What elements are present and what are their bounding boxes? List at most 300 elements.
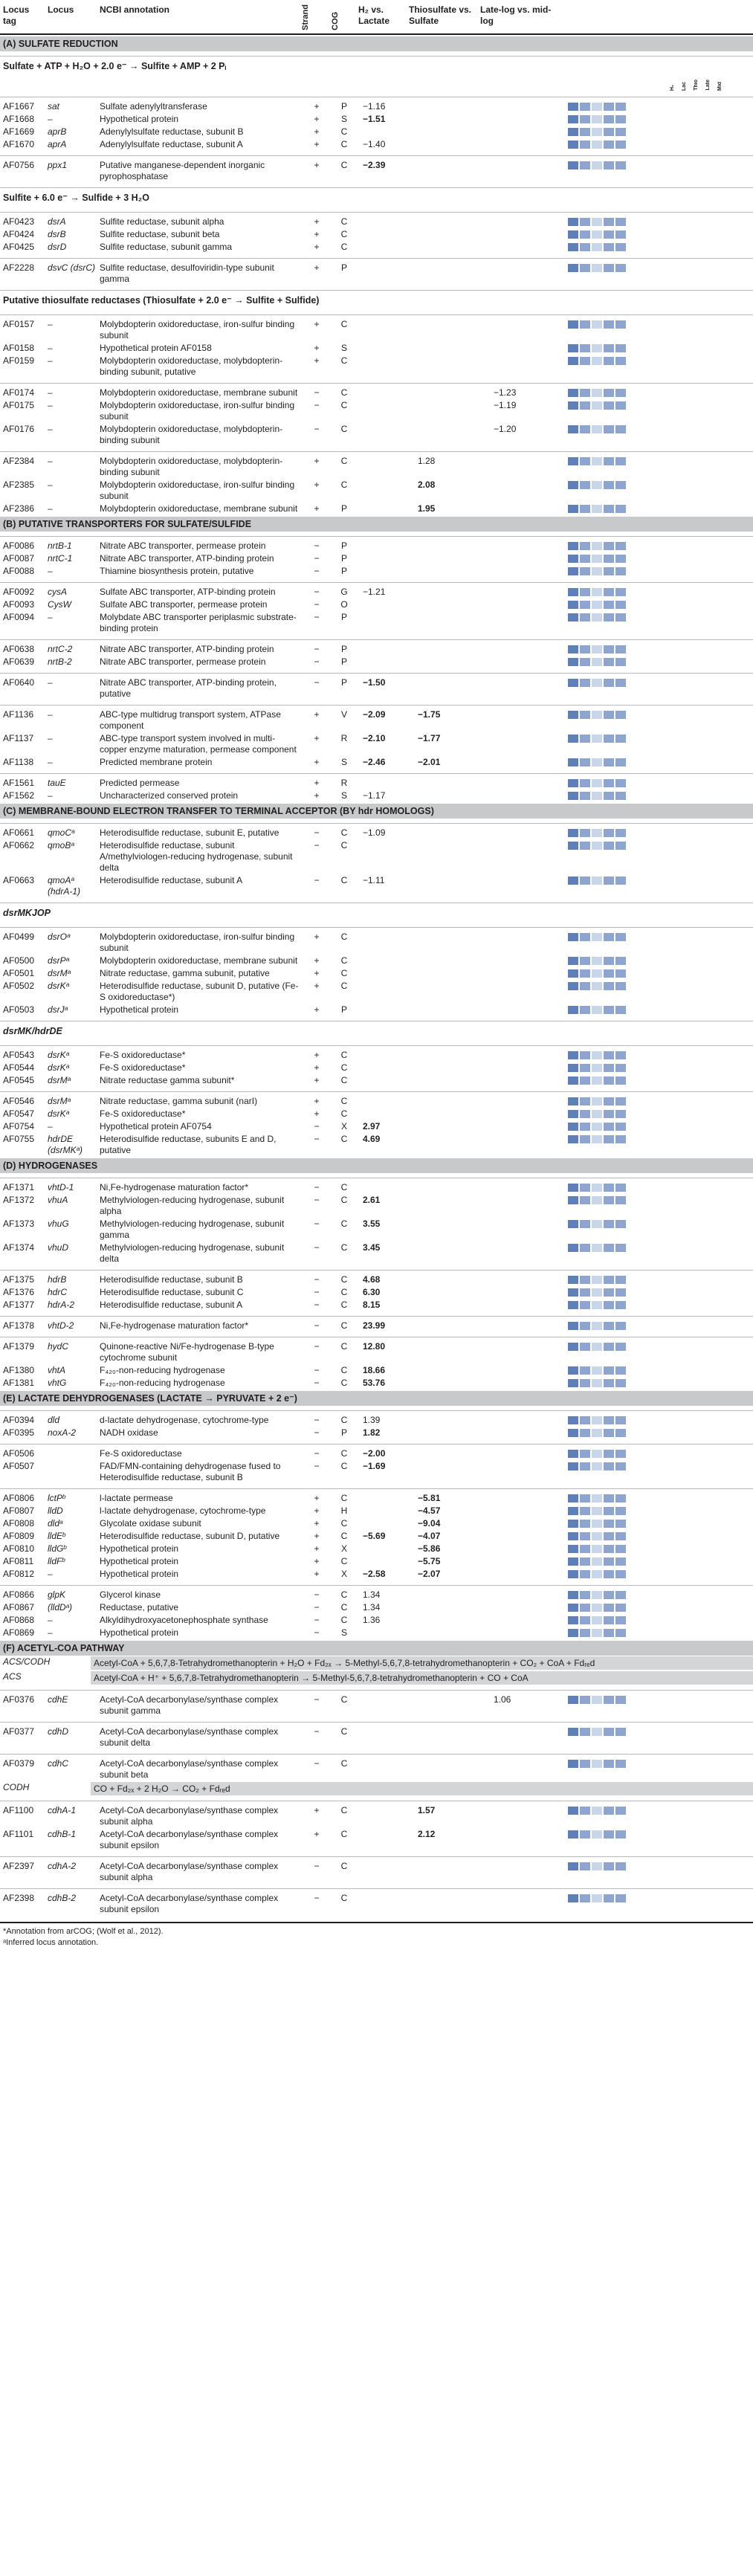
strand-cell: + <box>314 1108 320 1119</box>
heatmap-swatch <box>592 1343 602 1351</box>
annotation-cell: Hypothetical protein <box>100 1004 179 1015</box>
locus-tag-cell: AF0174 <box>3 387 35 398</box>
late-vs-mid-cell <box>486 656 565 668</box>
heatmap-swatch <box>604 1276 614 1284</box>
locus-cell: – <box>48 455 53 466</box>
strand-cell: − <box>314 874 320 885</box>
thio-vs-sulfate-cell <box>410 968 486 979</box>
heatmap-swatch <box>592 588 602 596</box>
heatmap-swatch <box>592 1728 602 1736</box>
heatmap-swatch <box>568 1429 578 1437</box>
heatmap-swatches <box>568 216 753 226</box>
late-vs-mid-cell <box>486 1805 565 1827</box>
heatmap-swatch <box>615 1450 626 1458</box>
strand-cell: − <box>314 1133 320 1144</box>
heatmap-swatches <box>568 229 753 239</box>
late-vs-mid-cell <box>486 1758 565 1781</box>
heatmap-swatch <box>615 1507 626 1515</box>
heatmap-swatch <box>568 344 578 352</box>
strand-cell: + <box>314 1492 320 1503</box>
table-row <box>0 656 753 668</box>
table-row <box>0 565 753 578</box>
annotation-cell: Sulfite reductase, subunit beta <box>100 228 220 239</box>
h2-vs-lactate-cell: 53.76 <box>363 1377 386 1388</box>
table-row <box>0 1218 753 1242</box>
thio-vs-sulfate-cell <box>410 1096 486 1107</box>
heatmap-swatches <box>568 677 753 687</box>
thio-vs-sulfate-cell <box>410 1062 486 1074</box>
heatmap-swatch <box>580 1110 590 1118</box>
cog-cell: C <box>340 1108 348 1119</box>
late-vs-mid-cell <box>486 955 565 966</box>
heatmap-swatch <box>568 877 578 885</box>
cog-cell: C <box>340 1589 348 1600</box>
annotation-cell: Heterodisulfide reductase, subunit E, putative <box>100 827 279 838</box>
reaction-subhead-text: Putative thiosulfate reductases (Thiosulfate + 2.0 e⁻ → Sulfite + Sulfide) <box>3 294 320 306</box>
heatmap-swatch <box>580 1379 590 1387</box>
thio-vs-sulfate-cell <box>410 1861 486 1883</box>
cog-cell: S <box>340 756 347 767</box>
strand-cell: + <box>314 1543 320 1554</box>
heatmap-cell <box>565 875 753 897</box>
locus-cell: – <box>48 708 53 720</box>
strand-cell: − <box>314 1460 320 1471</box>
annotation-cell: Molybdate ABC transporter periplasmic substrate-binding protein <box>100 611 297 633</box>
locus-tag-cell: AF0811 <box>3 1555 34 1566</box>
thio-vs-sulfate-cell <box>410 1378 486 1389</box>
header-heatmap <box>552 4 753 30</box>
locus-tag-cell: AF0808 <box>3 1517 35 1529</box>
table-row <box>0 790 753 802</box>
strand-cell: − <box>314 1218 320 1229</box>
heatmap-swatch <box>580 679 590 687</box>
cog-cell: C <box>340 1377 348 1388</box>
heatmap-swatches <box>568 1531 753 1540</box>
strand-cell: + <box>314 126 320 137</box>
cog-cell: C <box>340 318 348 329</box>
heatmap-swatch <box>604 1830 614 1839</box>
heatmap-swatch <box>580 1604 590 1612</box>
locus-cell: vhtD-2 <box>48 1320 74 1331</box>
thio-vs-sulfate-cell <box>410 1134 486 1156</box>
locus-tag-cell: AF2385 <box>3 479 35 490</box>
table-row <box>0 931 753 955</box>
heatmap-swatch <box>568 1696 578 1704</box>
table-row <box>0 1804 753 1828</box>
late-vs-mid-cell <box>486 757 565 768</box>
gene-group <box>0 1316 753 1332</box>
locus-tag-cell: AF2228 <box>3 262 35 273</box>
heatmap-swatch <box>568 457 578 465</box>
locus-tag-cell: AF0424 <box>3 228 35 239</box>
locus-cell: hdrC <box>48 1286 68 1297</box>
h2-vs-lactate-cell: −1.40 <box>363 138 386 149</box>
reaction-equation: Acetyl-CoA + H⁺ + 5,6,7,8-Tetrahydromethanopterin → 5-Methyl-5,6,7,8-tetrahydromethanopterin + CO + CoA <box>91 1671 753 1685</box>
thio-vs-sulfate-cell <box>410 1893 486 1915</box>
table-row <box>0 1460 753 1484</box>
heatmap-swatches <box>568 1182 753 1192</box>
locus-tag-cell: AF0639 <box>3 656 35 667</box>
heatmap-cell <box>565 1300 753 1311</box>
heatmap-column-label: Thio <box>694 80 699 91</box>
table-row <box>0 756 753 769</box>
h2-vs-lactate-cell <box>355 778 410 789</box>
heatmap-swatch <box>568 1322 578 1330</box>
section-title: (C) MEMBRANE-BOUND ELECTRON TRANSFER TO TERMINAL ACCEPTOR (BY hdr HOMOLOGS) <box>0 804 753 819</box>
thio-vs-sulfate-cell: −5.86 <box>418 1543 441 1554</box>
heatmap-swatch <box>580 601 590 609</box>
locus-tag-cell: AF1100 <box>3 1804 34 1815</box>
heatmap-swatch <box>615 1494 626 1502</box>
heatmap-swatch <box>604 1379 614 1387</box>
heatmap-cell <box>565 126 753 138</box>
annotation-cell: Putative manganese-dependent inorganic pyrophosphatase <box>100 159 265 181</box>
cog-cell: C <box>340 931 348 942</box>
heatmap-column-label: Late <box>705 80 711 91</box>
heatmap-swatch <box>568 779 578 787</box>
heatmap-cell <box>565 733 753 755</box>
heatmap-swatch <box>568 1123 578 1131</box>
cog-cell: C <box>340 387 348 398</box>
thio-vs-sulfate-cell <box>410 1448 486 1459</box>
h2-vs-lactate-cell <box>355 343 410 354</box>
heatmap-swatch <box>568 555 578 563</box>
heatmap-cell <box>565 827 753 839</box>
heatmap-swatch <box>568 658 578 666</box>
gene-group <box>0 314 753 378</box>
heatmap-swatches <box>568 126 753 136</box>
cog-cell: C <box>340 1286 348 1297</box>
heatmap-swatch <box>568 1545 578 1553</box>
cog-cell: C <box>340 955 348 966</box>
thio-vs-sulfate-cell <box>410 1341 486 1363</box>
strand-cell: − <box>314 1194 320 1205</box>
late-vs-mid-cell <box>486 1134 565 1156</box>
heatmap-swatch <box>604 1807 614 1815</box>
table-row <box>0 777 753 790</box>
heatmap-swatch <box>580 357 590 365</box>
footnotes <box>0 1922 753 1952</box>
heatmap-swatches <box>568 1461 753 1471</box>
cog-cell: C <box>340 126 348 137</box>
heatmap-cell <box>565 1893 753 1915</box>
heatmap-swatch <box>580 567 590 575</box>
strand-cell: + <box>314 355 320 366</box>
heatmap-swatch <box>580 389 590 397</box>
cog-cell: C <box>340 1242 348 1253</box>
heatmap-swatch <box>604 115 614 123</box>
heatmap-swatch <box>615 779 626 787</box>
cog-cell: S <box>340 113 347 124</box>
heatmap-swatch <box>592 601 602 609</box>
heatmap-cell <box>565 139 753 150</box>
heatmap-swatch <box>604 128 614 136</box>
table-row <box>0 677 753 700</box>
header-late-vs-mid: Late-log vs. mid-log <box>480 4 552 26</box>
late-vs-mid-cell <box>486 733 565 755</box>
gene-group <box>0 1488 753 1581</box>
heatmap-swatch <box>604 1322 614 1330</box>
heatmap-swatch <box>568 1494 578 1502</box>
late-vs-mid-cell <box>486 1004 565 1016</box>
locus-tag-cell: AF0507 <box>3 1460 35 1471</box>
table-row <box>0 355 753 378</box>
table-row <box>0 874 753 898</box>
locus-cell: dsrKᵃ <box>48 980 69 991</box>
heatmap-swatch <box>580 1064 590 1072</box>
heatmap-swatch <box>568 758 578 766</box>
locus-cell: dsvC (dsrC) <box>48 262 96 273</box>
thio-vs-sulfate-cell <box>410 612 486 634</box>
cog-cell: C <box>340 839 348 850</box>
annotation-cell: Hypothetical protein <box>100 1555 179 1566</box>
locus-cell: aprA <box>48 138 67 149</box>
late-vs-mid-cell: 1.06 <box>494 1694 511 1705</box>
heatmap-swatch <box>604 542 614 550</box>
annotation-cell: Acetyl-CoA decarbonylase/synthase complex subunit beta <box>100 1757 279 1780</box>
heatmap-swatch <box>604 555 614 563</box>
heatmap-cell <box>565 343 753 354</box>
strand-cell: − <box>314 1286 320 1297</box>
annotation-cell: Molybdopterin oxidoreductase, molybdopterin-binding subunit <box>100 455 283 477</box>
locus-tag-cell: AF0094 <box>3 611 35 622</box>
heatmap-swatch <box>604 1184 614 1192</box>
strand-cell: + <box>314 1530 320 1541</box>
heatmap-swatch <box>604 1760 614 1768</box>
table-row <box>0 1517 753 1530</box>
annotation-cell: Heterodisulfide reductase, subunit B <box>100 1274 243 1285</box>
locus-tag-cell: AF0754 <box>3 1120 35 1132</box>
table-row <box>0 1004 753 1016</box>
gene-group <box>0 258 753 285</box>
heatmap-swatch <box>615 877 626 885</box>
heatmap-swatch <box>580 1494 590 1502</box>
h2-vs-lactate-cell: −1.51 <box>363 113 386 124</box>
heatmap-swatch <box>615 1276 626 1284</box>
heatmap-swatches <box>568 1893 753 1902</box>
table-row <box>0 1589 753 1601</box>
locus-cell: vhtG <box>48 1377 67 1388</box>
strand-cell: + <box>314 708 320 720</box>
table-row <box>0 1447 753 1460</box>
annotation-cell: Molybdopterin oxidoreductase, iron-sulfur binding subunit <box>100 931 295 953</box>
heatmap-cell <box>565 229 753 240</box>
reaction-equation: Acetyl-CoA + 5,6,7,8-Tetrahydromethanopterin + H₂O + Fd₂ₓ → 5-Methyl-5,6,7,8-tetrahydromethanopterin + CO₂ + CoA + Fdᵣₑd <box>91 1656 753 1670</box>
heatmap-swatch <box>592 481 602 489</box>
heatmap-swatch <box>592 1006 602 1014</box>
heatmap-swatch <box>615 1604 626 1612</box>
cog-cell: P <box>340 643 347 654</box>
heatmap-swatch <box>568 230 578 239</box>
heatmap-swatch <box>592 613 602 622</box>
table-row <box>0 399 753 423</box>
heatmap-swatch <box>615 128 626 136</box>
gene-group <box>0 1690 753 1717</box>
annotation-cell: Nitrate ABC transporter, ATP-binding protein <box>100 552 274 564</box>
thio-vs-sulfate-cell <box>410 1461 486 1483</box>
locus-tag-cell: AF0547 <box>3 1108 35 1119</box>
strand-cell: − <box>314 1589 320 1600</box>
heatmap-swatches <box>568 424 753 433</box>
heatmap-cell <box>565 1287 753 1298</box>
locus-tag-cell: AF0867 <box>3 1601 35 1613</box>
heatmap-swatches <box>568 1615 753 1624</box>
h2-vs-lactate-cell: 3.45 <box>363 1242 381 1253</box>
heatmap-swatch <box>592 1244 602 1252</box>
heatmap-swatch <box>615 1366 626 1375</box>
h2-vs-lactate-cell: −1.21 <box>363 586 386 597</box>
cog-cell: C <box>340 1517 348 1529</box>
heatmap-swatches <box>568 1341 753 1351</box>
thio-vs-sulfate-cell <box>410 262 486 285</box>
heatmap-swatch <box>568 1276 578 1284</box>
heatmap-swatch <box>568 481 578 489</box>
locus-tag-cell: AF0806 <box>3 1492 35 1503</box>
strand-cell: − <box>314 1427 320 1438</box>
h2-vs-lactate-cell <box>355 355 410 378</box>
heatmap-swatches <box>568 1378 753 1387</box>
strand-cell: − <box>314 1726 320 1737</box>
heatmap-swatches <box>568 1287 753 1297</box>
strand-cell: + <box>314 756 320 767</box>
h2-vs-lactate-cell <box>355 981 410 1003</box>
locus-cell: vhtD-1 <box>48 1181 74 1192</box>
heatmap-swatch <box>580 218 590 226</box>
heatmap-swatch <box>604 1894 614 1902</box>
heatmap-swatch <box>580 1728 590 1736</box>
annotation-cell: Sulfite reductase, subunit alpha <box>100 216 224 227</box>
heatmap-swatches <box>568 553 753 563</box>
heatmap-cell <box>565 1556 753 1567</box>
heatmap-cell <box>565 553 753 564</box>
locus-cell: lldD <box>48 1505 63 1516</box>
locus-tag-cell: AF1373 <box>3 1218 35 1229</box>
table-row <box>0 423 753 447</box>
heatmap-cell <box>565 1758 753 1781</box>
thio-vs-sulfate-cell <box>410 1415 486 1426</box>
heatmap-swatch <box>604 218 614 226</box>
heatmap-swatches <box>568 1050 753 1059</box>
heatmap-swatches <box>568 875 753 885</box>
heatmap-swatch <box>604 758 614 766</box>
heatmap-swatch <box>580 1343 590 1351</box>
heatmap-swatch <box>580 1123 590 1131</box>
heatmap-swatch <box>568 1760 578 1768</box>
cog-cell: R <box>340 732 348 743</box>
gene-group <box>0 97 753 151</box>
thio-vs-sulfate-cell <box>410 599 486 610</box>
locus-cell: hdrDE (dsrMKᵃ) <box>48 1133 83 1155</box>
heatmap-swatch <box>604 601 614 609</box>
thio-vs-sulfate-cell <box>410 1050 486 1061</box>
heatmap-swatch <box>615 735 626 743</box>
heatmap-swatch <box>568 601 578 609</box>
h2-vs-lactate-cell <box>355 553 410 564</box>
cog-cell: C <box>340 1364 348 1375</box>
late-vs-mid-cell <box>486 1182 565 1193</box>
heatmap-swatch <box>604 1244 614 1252</box>
heatmap-swatch <box>604 1220 614 1228</box>
thio-vs-sulfate-cell <box>410 1121 486 1132</box>
reaction-label: ACS <box>3 1670 22 1682</box>
heatmap-swatch <box>580 1276 590 1284</box>
heatmap-swatch <box>615 1728 626 1736</box>
strand-cell: + <box>314 1804 320 1815</box>
locus-tag-cell: AF1137 <box>3 732 34 743</box>
heatmap-swatch <box>604 1064 614 1072</box>
cog-cell: C <box>340 980 348 991</box>
heatmap-swatch <box>615 1184 626 1192</box>
heatmap-swatches <box>568 1543 753 1553</box>
heatmap-swatch <box>592 1862 602 1870</box>
heatmap-swatch <box>580 1591 590 1599</box>
locus-tag-cell: AF2398 <box>3 1892 35 1903</box>
heatmap-swatches <box>568 139 753 149</box>
header-locus: Locus <box>48 4 74 15</box>
table-row <box>0 1074 753 1087</box>
late-vs-mid-cell <box>486 1415 565 1426</box>
late-vs-mid-cell <box>486 875 565 897</box>
heatmap-swatches <box>568 1096 753 1105</box>
heatmap-cell <box>565 644 753 655</box>
strand-cell: + <box>314 100 320 112</box>
thio-vs-sulfate-cell <box>410 1075 486 1086</box>
heatmap-swatch <box>604 1051 614 1059</box>
strand-cell: + <box>314 980 320 991</box>
strand-cell: − <box>314 1242 320 1253</box>
heatmap-swatches <box>568 1602 753 1612</box>
h2-vs-lactate-cell <box>355 1075 410 1086</box>
table-row <box>0 1364 753 1377</box>
heatmap-swatches <box>568 355 753 365</box>
heatmap-swatches <box>568 1627 753 1637</box>
locus-cell: – <box>48 1627 53 1638</box>
heatmap-cell <box>565 1062 753 1074</box>
reaction-subhead <box>0 1021 753 1041</box>
gene-group <box>0 1444 753 1484</box>
heatmap-swatch <box>592 1379 602 1387</box>
heatmap-cell <box>565 319 753 341</box>
thio-vs-sulfate-cell: 1.95 <box>418 503 436 514</box>
gene-group <box>0 1270 753 1311</box>
h2-vs-lactate-cell <box>355 1004 410 1016</box>
heatmap-swatch <box>580 933 590 941</box>
heatmap-cell <box>565 1569 753 1580</box>
heatmap-swatch <box>615 218 626 226</box>
heatmap-swatches <box>568 262 753 272</box>
cog-cell: S <box>340 1627 347 1638</box>
locus-cell: – <box>48 611 53 622</box>
annotation-cell: Nitrate reductase gamma subunit* <box>100 1074 235 1085</box>
thio-vs-sulfate-cell <box>410 319 486 341</box>
thio-vs-sulfate-cell: −4.07 <box>418 1530 441 1541</box>
heatmap-swatch <box>592 1416 602 1424</box>
late-vs-mid-cell <box>486 1108 565 1120</box>
annotation-cell: Fe-S oxidoreductase <box>100 1447 182 1459</box>
locus-tag-cell: AF1668 <box>3 113 35 124</box>
late-vs-mid-cell <box>486 932 565 954</box>
late-vs-mid-cell <box>486 981 565 1003</box>
header-locus-tag: Locus tag <box>3 4 30 26</box>
heatmap-swatch <box>580 481 590 489</box>
footnote: ᵃInferred locus annotation. <box>3 1937 99 1947</box>
late-vs-mid-cell <box>486 968 565 979</box>
heatmap-swatch <box>568 401 578 410</box>
table-row <box>0 1274 753 1286</box>
heatmap-swatches <box>568 343 753 352</box>
heatmap-swatches <box>568 242 753 251</box>
heatmap-swatches <box>568 1518 753 1528</box>
